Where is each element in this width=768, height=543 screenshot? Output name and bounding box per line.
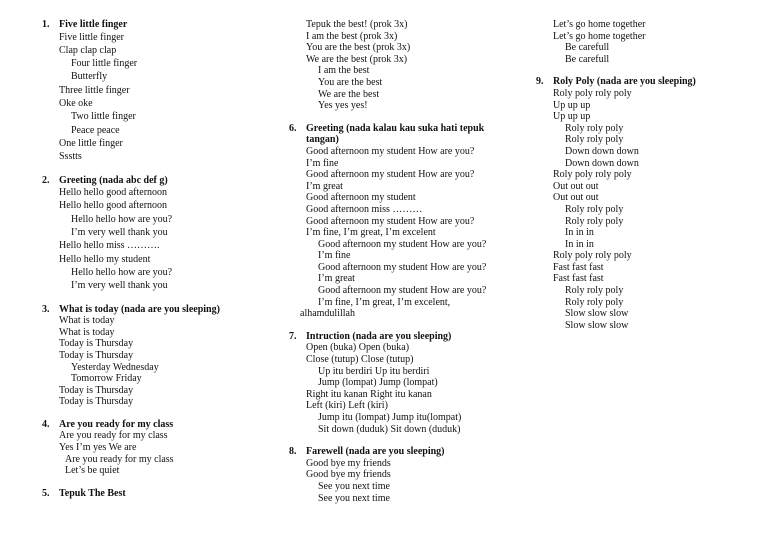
- lyric-line: See you next time: [318, 492, 390, 504]
- lyric-line: Roly roly poly: [565, 203, 624, 215]
- section-number: 7.: [289, 330, 297, 342]
- column-3: [536, 19, 761, 342]
- lyric-line: Good afternoon my student How are you?: [306, 145, 475, 157]
- lyric-line: In in in: [565, 227, 594, 239]
- lyric-line: Today is Thursday: [59, 384, 134, 396]
- lyric-line: I’m fine: [318, 250, 351, 262]
- section-number: 5.: [42, 487, 50, 499]
- lyric-line: Roly roly poly: [565, 296, 624, 308]
- lyric-line: Yes yes yes!: [318, 100, 368, 112]
- song-section: [42, 488, 272, 500]
- lyric-line: Roly roly poly: [565, 122, 624, 134]
- lyric-line: Hello hello good afternoon: [59, 200, 168, 212]
- lyric-line: alhamdulillah: [300, 308, 355, 320]
- section-number: 8.: [289, 446, 297, 458]
- lyric-line: Let’s be quiet: [65, 465, 120, 477]
- lyric-line: Good afternoon my student How are you?: [306, 169, 475, 181]
- song-section: [536, 76, 761, 331]
- lyric-line: Down down down: [565, 145, 639, 157]
- lyric-line: What is today: [59, 315, 115, 327]
- lyric-line: Hello hello good afternoon: [59, 187, 168, 199]
- lyric-line: Four little finger: [71, 58, 138, 70]
- lyric-line: Hello hello miss ……….: [59, 240, 160, 252]
- lyric-line: What is today: [59, 326, 115, 338]
- column-1: [42, 19, 272, 510]
- lyric-line: Let’s go home together: [553, 19, 646, 30]
- lyric-line: Two little finger: [71, 111, 136, 123]
- lyric-line: Oke oke: [59, 98, 93, 110]
- lyric-line: I’m fine: [306, 157, 339, 169]
- lyric-line: Good afternoon my student How are you?: [318, 261, 487, 273]
- lyric-line: Slow slow slow: [565, 319, 629, 331]
- lyric-line: I am the best (prok 3x): [306, 30, 398, 42]
- section-title: Farewell (nada are you sleeping): [306, 446, 445, 458]
- lyric-line: See you next time: [318, 480, 390, 492]
- lyric-line: Roly poly roly poly: [553, 87, 632, 99]
- lyric-line: Roly roly poly: [565, 285, 624, 297]
- lyric-line: Fast fast fast: [553, 261, 604, 273]
- lyric-line: Roly poly roly poly: [553, 250, 632, 262]
- lyric-line: One little finger: [59, 137, 123, 149]
- section-title: Tepuk The Best: [59, 487, 126, 499]
- song-section: [42, 419, 272, 477]
- song-section: [289, 123, 519, 320]
- lyric-line: Today is Thursday: [59, 338, 134, 350]
- lyric-line: Down down down: [565, 157, 639, 169]
- lyric-line: Be carefull: [565, 42, 610, 54]
- lyric-line: Jump itu (lompat) Jump itu(lompat): [318, 412, 462, 423]
- lyric-line: Butterfly: [71, 71, 108, 83]
- lyric-line: Tepuk the best! (prok 3x): [306, 19, 408, 30]
- section-number: 2.: [42, 174, 50, 186]
- lyric-line: Slow slow slow: [565, 308, 629, 320]
- lyric-line: Roly roly poly: [565, 215, 624, 227]
- lyric-line: Three little finger: [59, 84, 130, 96]
- lyric-line: Sit down (duduk) Sit down (duduk): [318, 423, 461, 435]
- lyric-line: We are the best (prok 3x): [306, 53, 408, 65]
- section-title: Five little finger: [59, 19, 128, 30]
- lyric-line: Jump (lompat) Jump (lompat): [318, 377, 438, 389]
- lyric-line: Out out out: [553, 192, 599, 204]
- lyric-line: Clap clap clap: [59, 44, 117, 56]
- section-number: 9.: [536, 76, 544, 88]
- lyric-line: I am the best: [318, 65, 370, 77]
- lyric-line: Be carefull: [565, 53, 610, 65]
- lyric-line: Out out out: [553, 180, 599, 192]
- section-number: 6.: [289, 122, 297, 134]
- section-number: 4.: [42, 418, 50, 430]
- lyric-line: You are the best: [318, 76, 383, 88]
- lyric-line: Good afternoon my student How are you?: [318, 238, 487, 250]
- lyric-line: Close (tutup) Close (tutup): [306, 354, 414, 366]
- lyric-line: We are the best: [318, 88, 380, 100]
- lyric-line: Good afternoon my student How are you?: [306, 215, 475, 227]
- lyric-line: Peace peace: [71, 124, 120, 136]
- lyric-line: Good bye my friends: [306, 457, 391, 469]
- lyric-line: I’m fine, I’m great, I’m excelent: [306, 227, 436, 239]
- lyric-line: Yesterday Wednesday: [71, 361, 159, 373]
- lyric-line: Today is Thursday: [59, 396, 134, 408]
- song-section: [42, 19, 272, 164]
- lyric-line: Ssstts: [59, 151, 82, 163]
- lyric-line: Good bye my friends: [306, 469, 391, 481]
- song-section: [289, 331, 519, 435]
- section-title: Greeting (nada kalau kau suka hati tepuk tangan): [306, 122, 485, 146]
- lyric-line: Good afternoon my student: [306, 192, 416, 204]
- lyric-line: Tomorrow Friday: [71, 373, 142, 385]
- lyric-line: Right itu kanan Right itu kanan: [306, 388, 432, 400]
- lyric-line: Fast fast fast: [553, 273, 604, 285]
- section-title: Greeting (nada abc def g): [59, 174, 168, 186]
- column-2: [289, 19, 519, 515]
- lyric-line: Five little finger: [59, 31, 124, 43]
- lyric-line: I’m fine, I’m great, I’m excelent,: [318, 296, 451, 308]
- lyric-line: Hello hello how are you?: [71, 266, 173, 278]
- lyric-line: Roly poly roly poly: [553, 169, 632, 181]
- lyric-line: I’m great: [318, 273, 355, 285]
- lyric-line: Good afternoon my student How are you?: [318, 285, 487, 297]
- section-title: Intruction (nada are you sleeping): [306, 330, 452, 342]
- section-title: Roly Poly (nada are you sleeping): [553, 76, 696, 88]
- song-section: [536, 19, 761, 65]
- lyric-line: You are the best (prok 3x): [306, 42, 411, 54]
- lyric-line: Up itu berdiri Up itu berdiri: [318, 365, 430, 377]
- section-title: Are you ready for my class: [59, 418, 174, 430]
- lyric-line: I’m great: [306, 180, 343, 192]
- song-section: [42, 175, 272, 293]
- lyric-line: Up up up: [553, 111, 591, 123]
- lyric-line: Today is Thursday: [59, 349, 134, 361]
- lyric-line: In in in: [565, 238, 594, 250]
- lyric-line: Open (buka) Open (buka): [306, 342, 410, 354]
- lyric-line: Hello hello my student: [59, 253, 151, 265]
- lyric-line: Left (kiri) Left (kiri): [306, 400, 388, 412]
- section-number: 1.: [42, 19, 50, 30]
- lyric-line: Hello hello how are you?: [71, 213, 173, 225]
- lyric-line: Are you ready for my class: [59, 430, 168, 442]
- lyric-line: Let’s go home together: [553, 30, 646, 42]
- section-number: 3.: [42, 303, 50, 315]
- lyric-line: Roly roly poly: [565, 134, 624, 146]
- lyric-line: Are you ready for my class: [65, 453, 174, 465]
- section-title: What is today (nada are you sleeping): [59, 303, 220, 315]
- song-section: [289, 19, 519, 112]
- lyric-line: I’m very well thank you: [71, 227, 168, 239]
- song-section: [289, 446, 519, 504]
- lyric-line: Up up up: [553, 99, 591, 111]
- lyric-line: Yes I’m yes We are: [59, 442, 137, 454]
- song-section: [42, 304, 272, 408]
- lyric-line: Good afternoon miss ………: [306, 203, 423, 215]
- lyric-line: I’m very well thank you: [71, 280, 168, 292]
